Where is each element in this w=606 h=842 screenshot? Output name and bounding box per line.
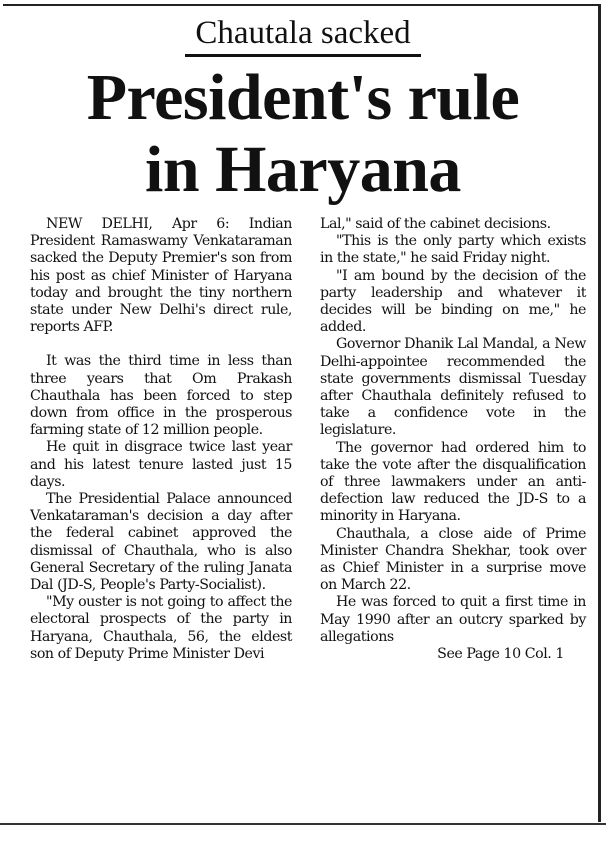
- paragraph: It was the third time in less than three years that Om Prakash Chauthala has been forced to step down from office in the prosperous farming state of 12 million people.: [30, 353, 292, 439]
- paragraph: He was forced to quit a first time in May 1990 after an outcry sparked by allegations: [320, 594, 586, 645]
- right-column: [320, 216, 586, 663]
- paragraph: Governor Dhanik Lal Mandal, a New Delhi-appointee recommended the state governments dismissal Tuesday after Chauthala definitely refused to take a confidence vote in the legislature.: [320, 336, 586, 439]
- paragraph: Chauthala, a close aide of Prime Minister Chandra Shekhar, took over as Chief Minister in a surprise move on March 22.: [320, 525, 586, 594]
- paragraph: He quit in disgrace twice last year and his latest tenure lasted just 15 days.: [30, 439, 292, 490]
- paragraph: NEW DELHI, Apr 6: Indian President Ramaswamy Venkataraman sacked the Deputy Premier's son from his post as chief Minister of Haryana today and brought the tiny northern state under New Delhi's direct rule, reports AFP.: [30, 216, 292, 336]
- headline-line-1: President's rule: [86, 61, 520, 134]
- continued-notice: See Page 10 Col. 1: [437, 646, 564, 663]
- paragraph: The governor had ordered him to take the vote after the disqualification of three lawmakers under an anti-defection law reduced the JD-S to a minority in Haryana.: [320, 439, 586, 525]
- paragraph: Lal," said of the cabinet decisions.: [320, 216, 551, 232]
- bottom-rule: [0, 823, 606, 825]
- headline-line-2: in Haryana: [145, 133, 461, 206]
- paragraph: "This is the only party which exists in the state," he said Friday night.: [320, 233, 586, 267]
- kicker-wrapper: [0, 14, 606, 57]
- kicker: Chautala sacked: [185, 14, 420, 57]
- paragraph: "My ouster is not going to affect the electoral prospects of the party in Haryana, Chauthala, 56, the eldest son of Deputy Prime Minister Devi: [30, 594, 292, 662]
- headline: [0, 62, 606, 206]
- left-column: [30, 216, 292, 663]
- paragraph: "I am bound by the decision of the party leadership and whatever it decides will be binding on me," he added.: [320, 267, 586, 336]
- paragraph: The Presidential Palace announced Venkataraman's decision a day after the federal cabinet approved the dismissal of Chauthala, who is also General Secretary of the ruling Janata Dal (JD-S, People's Party-Socialist).: [30, 491, 292, 594]
